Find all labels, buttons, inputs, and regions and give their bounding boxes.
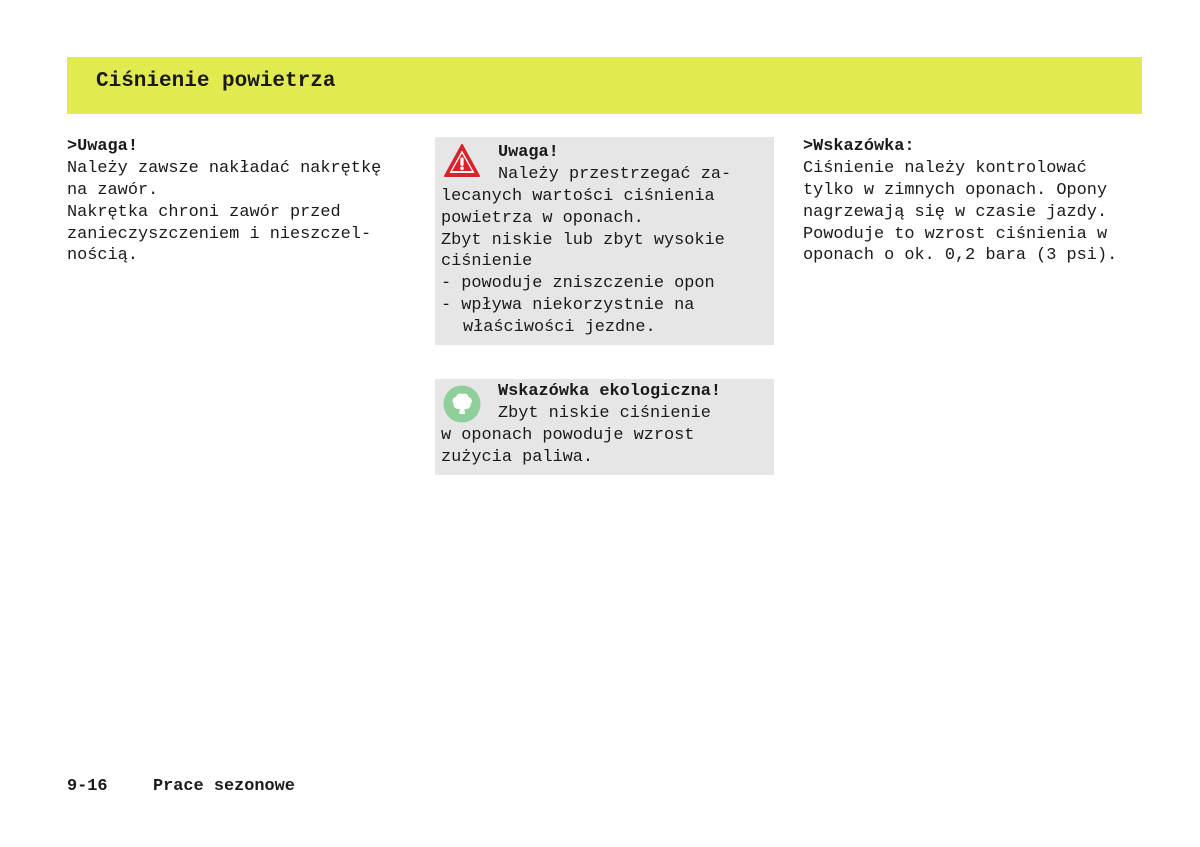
warning-line: powietrza w oponach. [441,208,644,228]
eco-line: zużycia paliwa. [441,447,594,467]
eco-line: w oponach powoduje wzrost [441,425,695,445]
page-title: Ciśnienie powietrza [96,70,336,93]
left-line: zanieczyszczeniem i nieszczel- [67,224,372,244]
eco-box [435,379,774,475]
right-heading: >Wskazówka: [803,137,915,156]
right-line: Powoduje to wzrost ciśnienia w [803,224,1108,244]
left-line: nością. [67,246,138,266]
warning-line: Zbyt niskie lub zbyt wysokie [441,230,725,250]
eco-line: Zbyt niskie ciśnienie [498,403,711,423]
warning-line: - powoduje zniszczenie opon [441,274,715,294]
warning-line: właściwości jezdne. [463,318,656,338]
right-line: nagrzewają się w czasie jazdy. [803,202,1108,222]
warning-line: Należy przestrzegać za- [498,164,732,184]
warning-text [441,142,731,339]
right-line: tylko w zimnych oponach. Opony [803,180,1108,200]
right-line: Ciśnienie należy kontrolować [803,158,1087,178]
left-column [67,136,381,267]
left-line: na zawór. [67,180,159,200]
page-number: 9-16 [67,777,108,796]
page-footer [67,776,295,798]
header-bar [67,57,1142,114]
eco-heading: Wskazówka ekologiczna! [498,382,721,401]
section-title: Prace sezonowe [153,777,295,796]
warning-box [435,137,774,345]
left-heading: >Uwaga! [67,137,138,156]
warning-line: ciśnienie [441,252,533,272]
warning-line: lecanych wartości ciśnienia [441,186,715,206]
warning-line: - wpływa niekorzystnie na [441,296,695,316]
left-line: Nakrętka chroni zawór przed [67,202,341,222]
right-line: oponach o ok. 0,2 bara (3 psi). [803,246,1118,266]
eco-text [441,381,721,469]
right-column [803,136,1117,267]
left-line: Należy zawsze nakładać nakrętkę [67,158,382,178]
warning-heading: Uwaga! [498,143,559,162]
